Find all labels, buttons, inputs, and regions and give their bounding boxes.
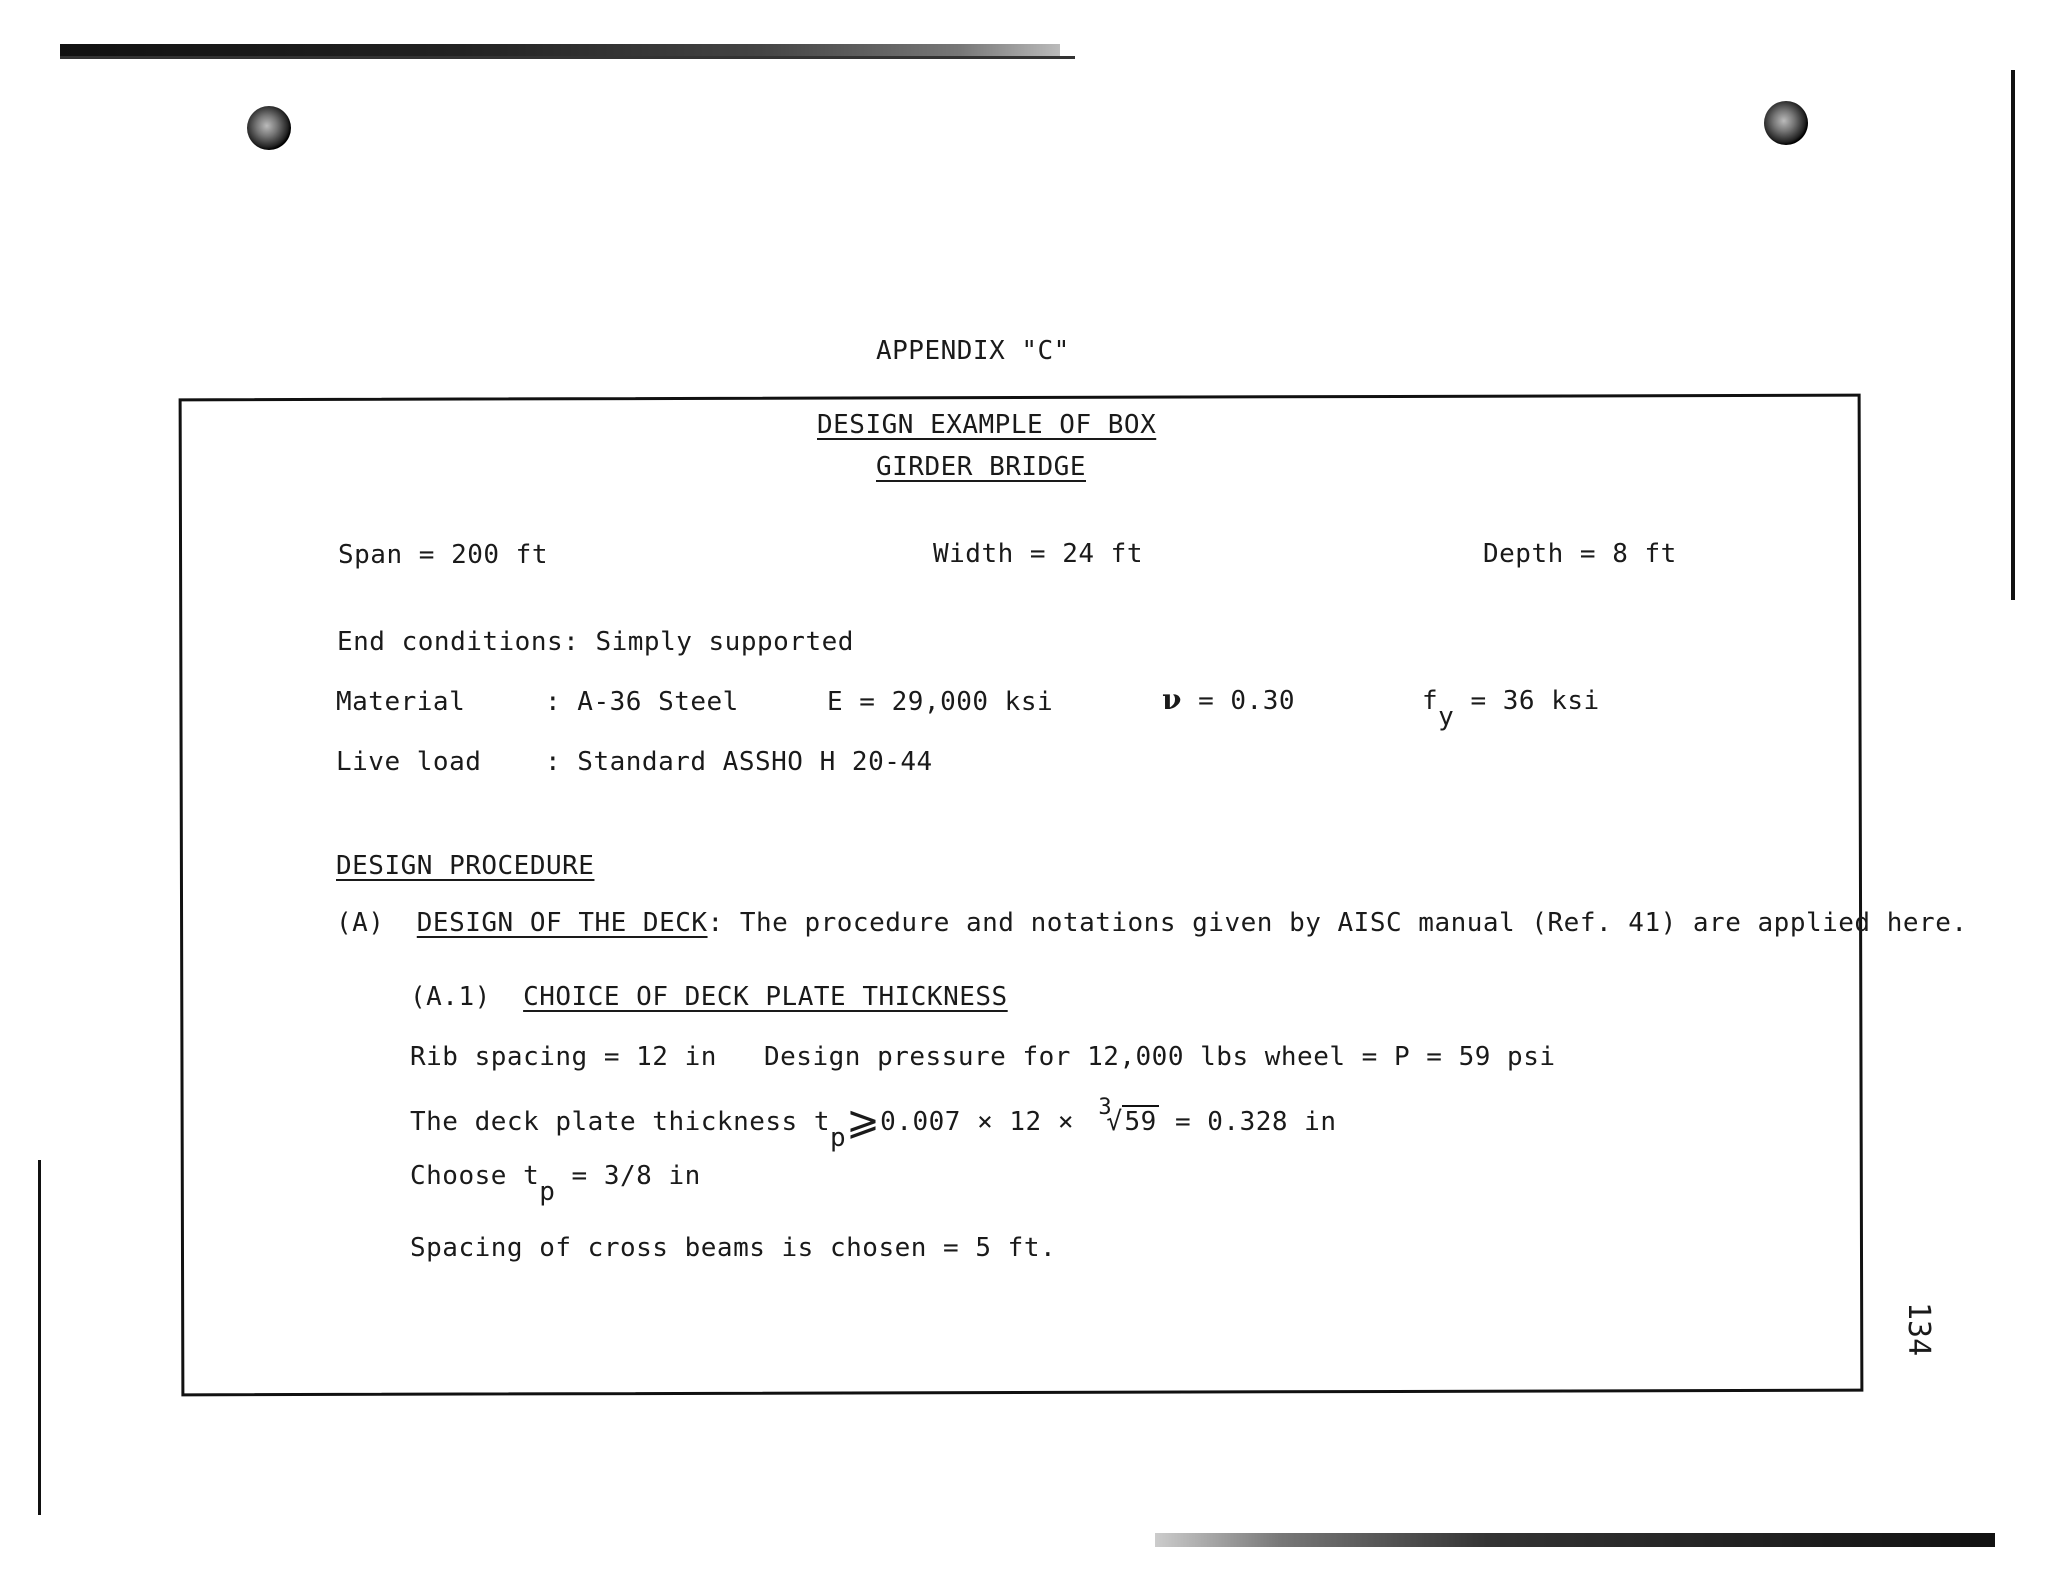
scan-edge-top-line xyxy=(60,56,1075,59)
choose-value: = 3/8 in xyxy=(571,1161,701,1191)
thickness-subscript: p xyxy=(830,1123,847,1153)
section-a-marker: (A) xyxy=(336,908,385,938)
scan-edge-right xyxy=(2011,70,2015,600)
thickness-prefix: The deck plate thickness t xyxy=(410,1107,830,1137)
fy-symbol: f xyxy=(1422,686,1439,716)
page-number: 134 xyxy=(1901,1302,1936,1357)
depth-value: Depth = 8 ft xyxy=(1483,539,1677,569)
material-label: Material xyxy=(336,687,466,717)
root-index: 3 xyxy=(1098,1095,1113,1120)
live-load-label: Live load xyxy=(336,747,482,777)
section-a1-title: CHOICE OF DECK PLATE THICKNESS xyxy=(523,982,1008,1012)
appendix-title: APPENDIX "C" xyxy=(876,336,1070,366)
fy-subscript: y xyxy=(1438,702,1455,732)
thickness-formula xyxy=(410,1095,1337,1153)
binder-hole-right xyxy=(1764,101,1808,145)
cross-beam-spacing: Spacing of cross beams is chosen = 5 ft. xyxy=(410,1233,1057,1263)
design-pressure: Design pressure for 12,000 lbs wheel = P = 59 psi xyxy=(764,1042,1556,1072)
poisson-value: = 0.30 xyxy=(1198,686,1296,716)
width-value: Width = 24 ft xyxy=(933,539,1143,569)
thickness-coefficient: 0.007 × 12 × xyxy=(880,1107,1075,1137)
poisson-symbol: ν xyxy=(1162,683,1182,716)
section-a xyxy=(336,908,1968,938)
binder-hole-left xyxy=(247,106,291,150)
section-a1 xyxy=(410,982,1008,1012)
poisson-ratio xyxy=(1162,685,1295,716)
material-value: : A-36 Steel xyxy=(545,687,739,717)
design-procedure-heading: DESIGN PROCEDURE xyxy=(336,851,595,881)
ge-symbol: ⩾ xyxy=(846,1098,881,1144)
root-sign: √ xyxy=(1106,1107,1123,1137)
fy-value: = 36 ksi xyxy=(1470,686,1600,716)
root-radicand: 59 xyxy=(1124,1107,1157,1137)
choose-prefix: Choose t xyxy=(410,1161,540,1191)
rib-spacing: Rib spacing = 12 in xyxy=(410,1042,717,1072)
modulus-value: E = 29,000 ksi xyxy=(827,687,1054,717)
section-a-title: DESIGN OF THE DECK xyxy=(416,908,708,938)
scan-edge-bottom xyxy=(1155,1533,1995,1547)
scan-edge-left xyxy=(38,1160,41,1515)
live-load-value: : Standard ASSHO H 20-44 xyxy=(545,747,933,777)
heading-line-1: DESIGN EXAMPLE OF BOX xyxy=(817,410,1157,440)
cube-root xyxy=(1098,1095,1158,1137)
choose-subscript: p xyxy=(539,1177,556,1207)
choose-thickness xyxy=(410,1161,701,1207)
heading-line-2: GIRDER BRIDGE xyxy=(876,452,1086,482)
thickness-result: = 0.328 in xyxy=(1174,1107,1337,1137)
yield-strength xyxy=(1422,686,1600,732)
section-a1-marker: (A.1) xyxy=(410,982,491,1012)
span-value: Span = 200 ft xyxy=(338,540,548,570)
section-a-text: : The procedure and notations given by AISC manual (Ref. 41) are applied here. xyxy=(707,908,1968,938)
end-conditions: End conditions: Simply supported xyxy=(337,627,854,657)
